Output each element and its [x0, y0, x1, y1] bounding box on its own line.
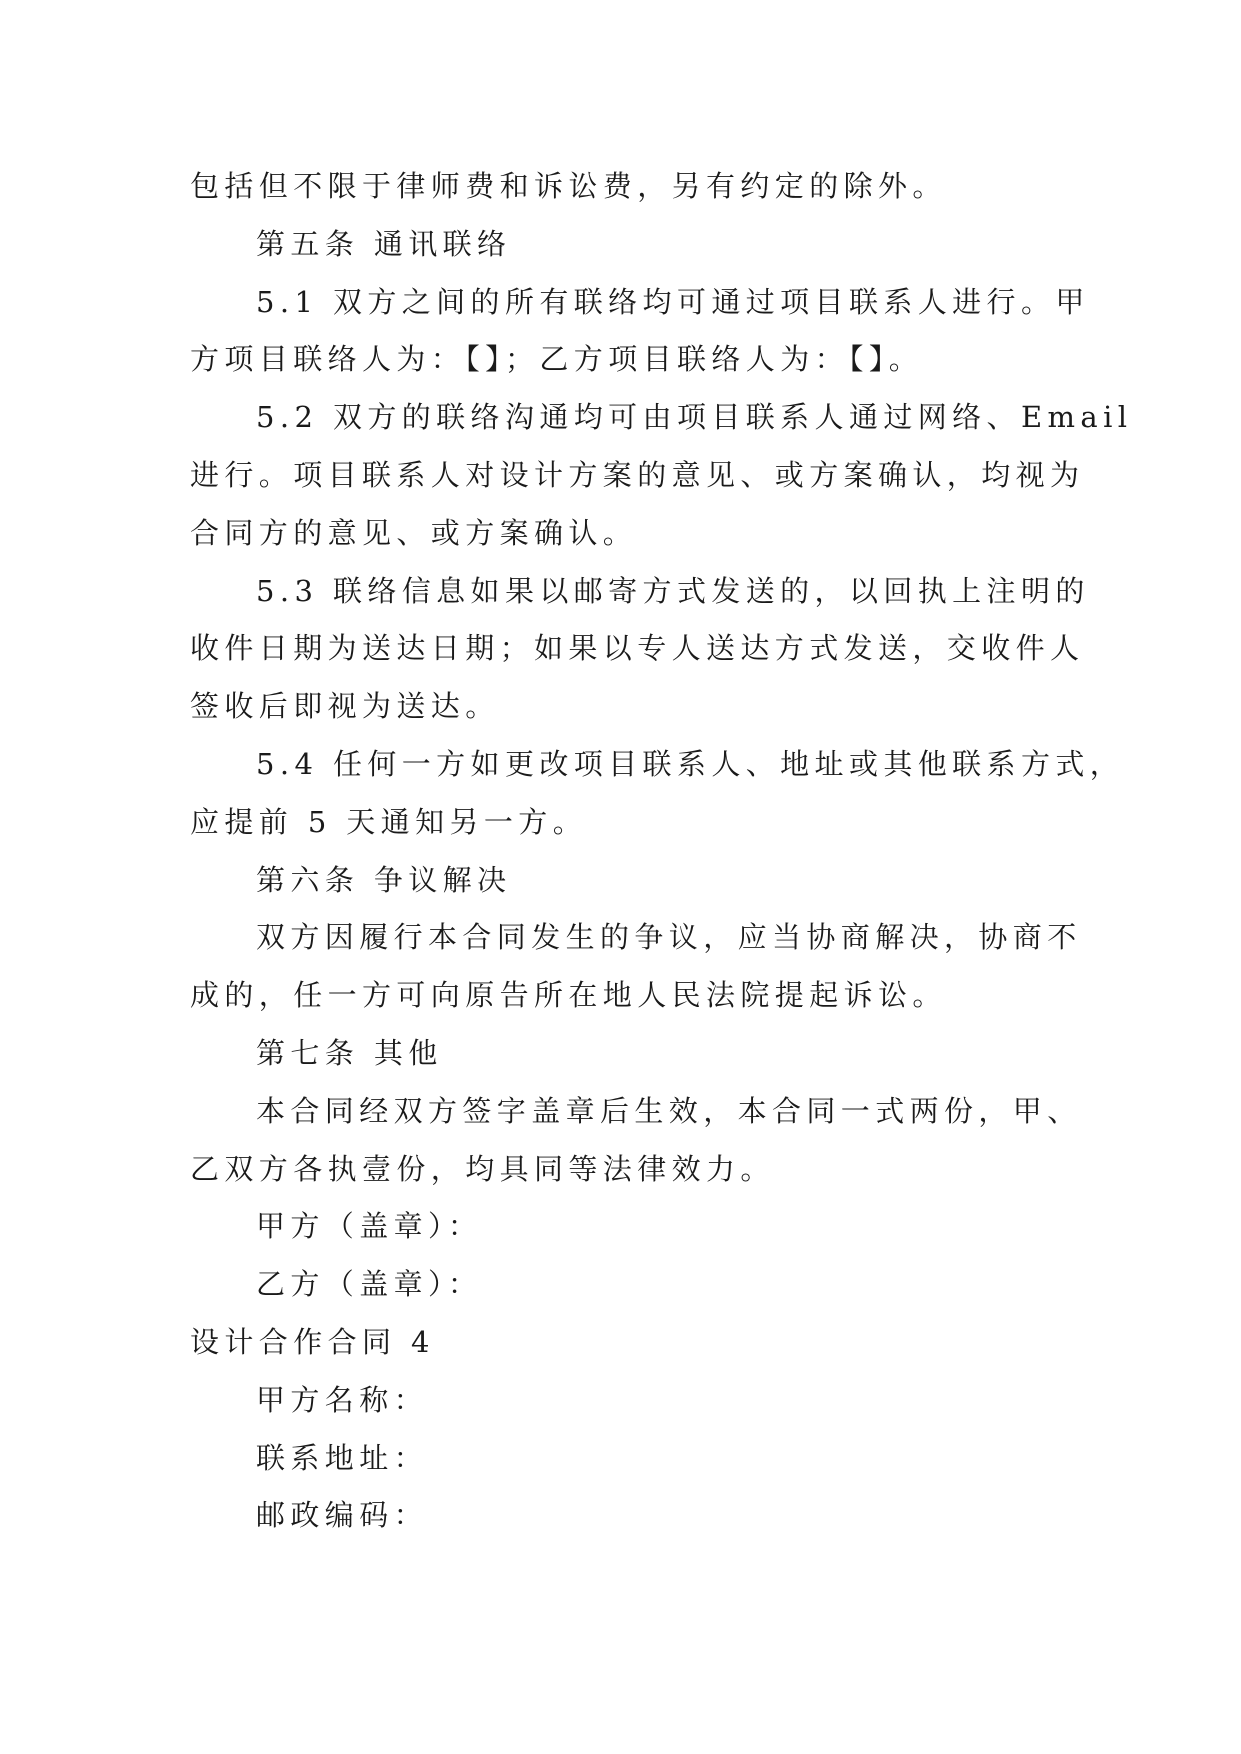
paragraph-line: 5.2 双方的联络沟通均可由项目联系人通过网络、Email [256, 400, 1133, 435]
paragraph-line: 签收后即视为送达。 [190, 689, 500, 724]
paragraph-line: 成的，任一方可向原告所在地人民法院提起诉讼。 [190, 978, 947, 1013]
paragraph-line: 包括但不限于律师费和诉讼费，另有约定的除外。 [190, 169, 947, 203]
paragraph-line: 5.4 任何一方如更改项目联系人、地址或其他联系方式， [256, 746, 1125, 781]
postal-code-field: 邮政编码： [256, 1498, 429, 1533]
paragraph-line: 收件日期为送达日期；如果以专人送达方式发送，交收件人 [190, 631, 1085, 666]
section-heading-5: 第五条 通讯联络 [256, 226, 512, 261]
paragraph-line: 合同方的意见、或方案确认。 [190, 515, 638, 550]
section-heading-6: 第六条 争议解决 [256, 862, 512, 897]
paragraph-line: 乙双方各执壹份，均具同等法律效力。 [190, 1151, 775, 1186]
party-b-seal-line: 乙方（盖章）： [256, 1267, 483, 1302]
document-body [190, 158, 1133, 1545]
contact-address-field: 联系地址： [256, 1440, 429, 1475]
paragraph-line: 应提前 5 天通知另一方。 [190, 804, 588, 839]
paragraph-line: 本合同经双方签字盖章后生效，本合同一式两份，甲、 [256, 1093, 1082, 1128]
contract-title: 设计合作合同 4 [190, 1324, 435, 1359]
section-heading-7: 第七条 其他 [256, 1035, 443, 1070]
paragraph-line: 5.1 双方之间的所有联络均可通过项目联系人进行。甲 [256, 284, 1090, 319]
party-a-seal-line: 甲方（盖章）： [256, 1209, 483, 1244]
party-a-name-field: 甲方名称： [256, 1382, 429, 1417]
paragraph-line: 双方因履行本合同发生的争议，应当协商解决，协商不 [256, 920, 1082, 955]
paragraph-line: 5.3 联络信息如果以邮寄方式发送的，以回执上注明的 [256, 573, 1090, 608]
paragraph-line: 进行。项目联系人对设计方案的意见、或方案确认，均视为 [190, 457, 1085, 492]
paragraph-line: 方项目联络人为：【】；乙方项目联络人为：【】。 [190, 342, 924, 377]
